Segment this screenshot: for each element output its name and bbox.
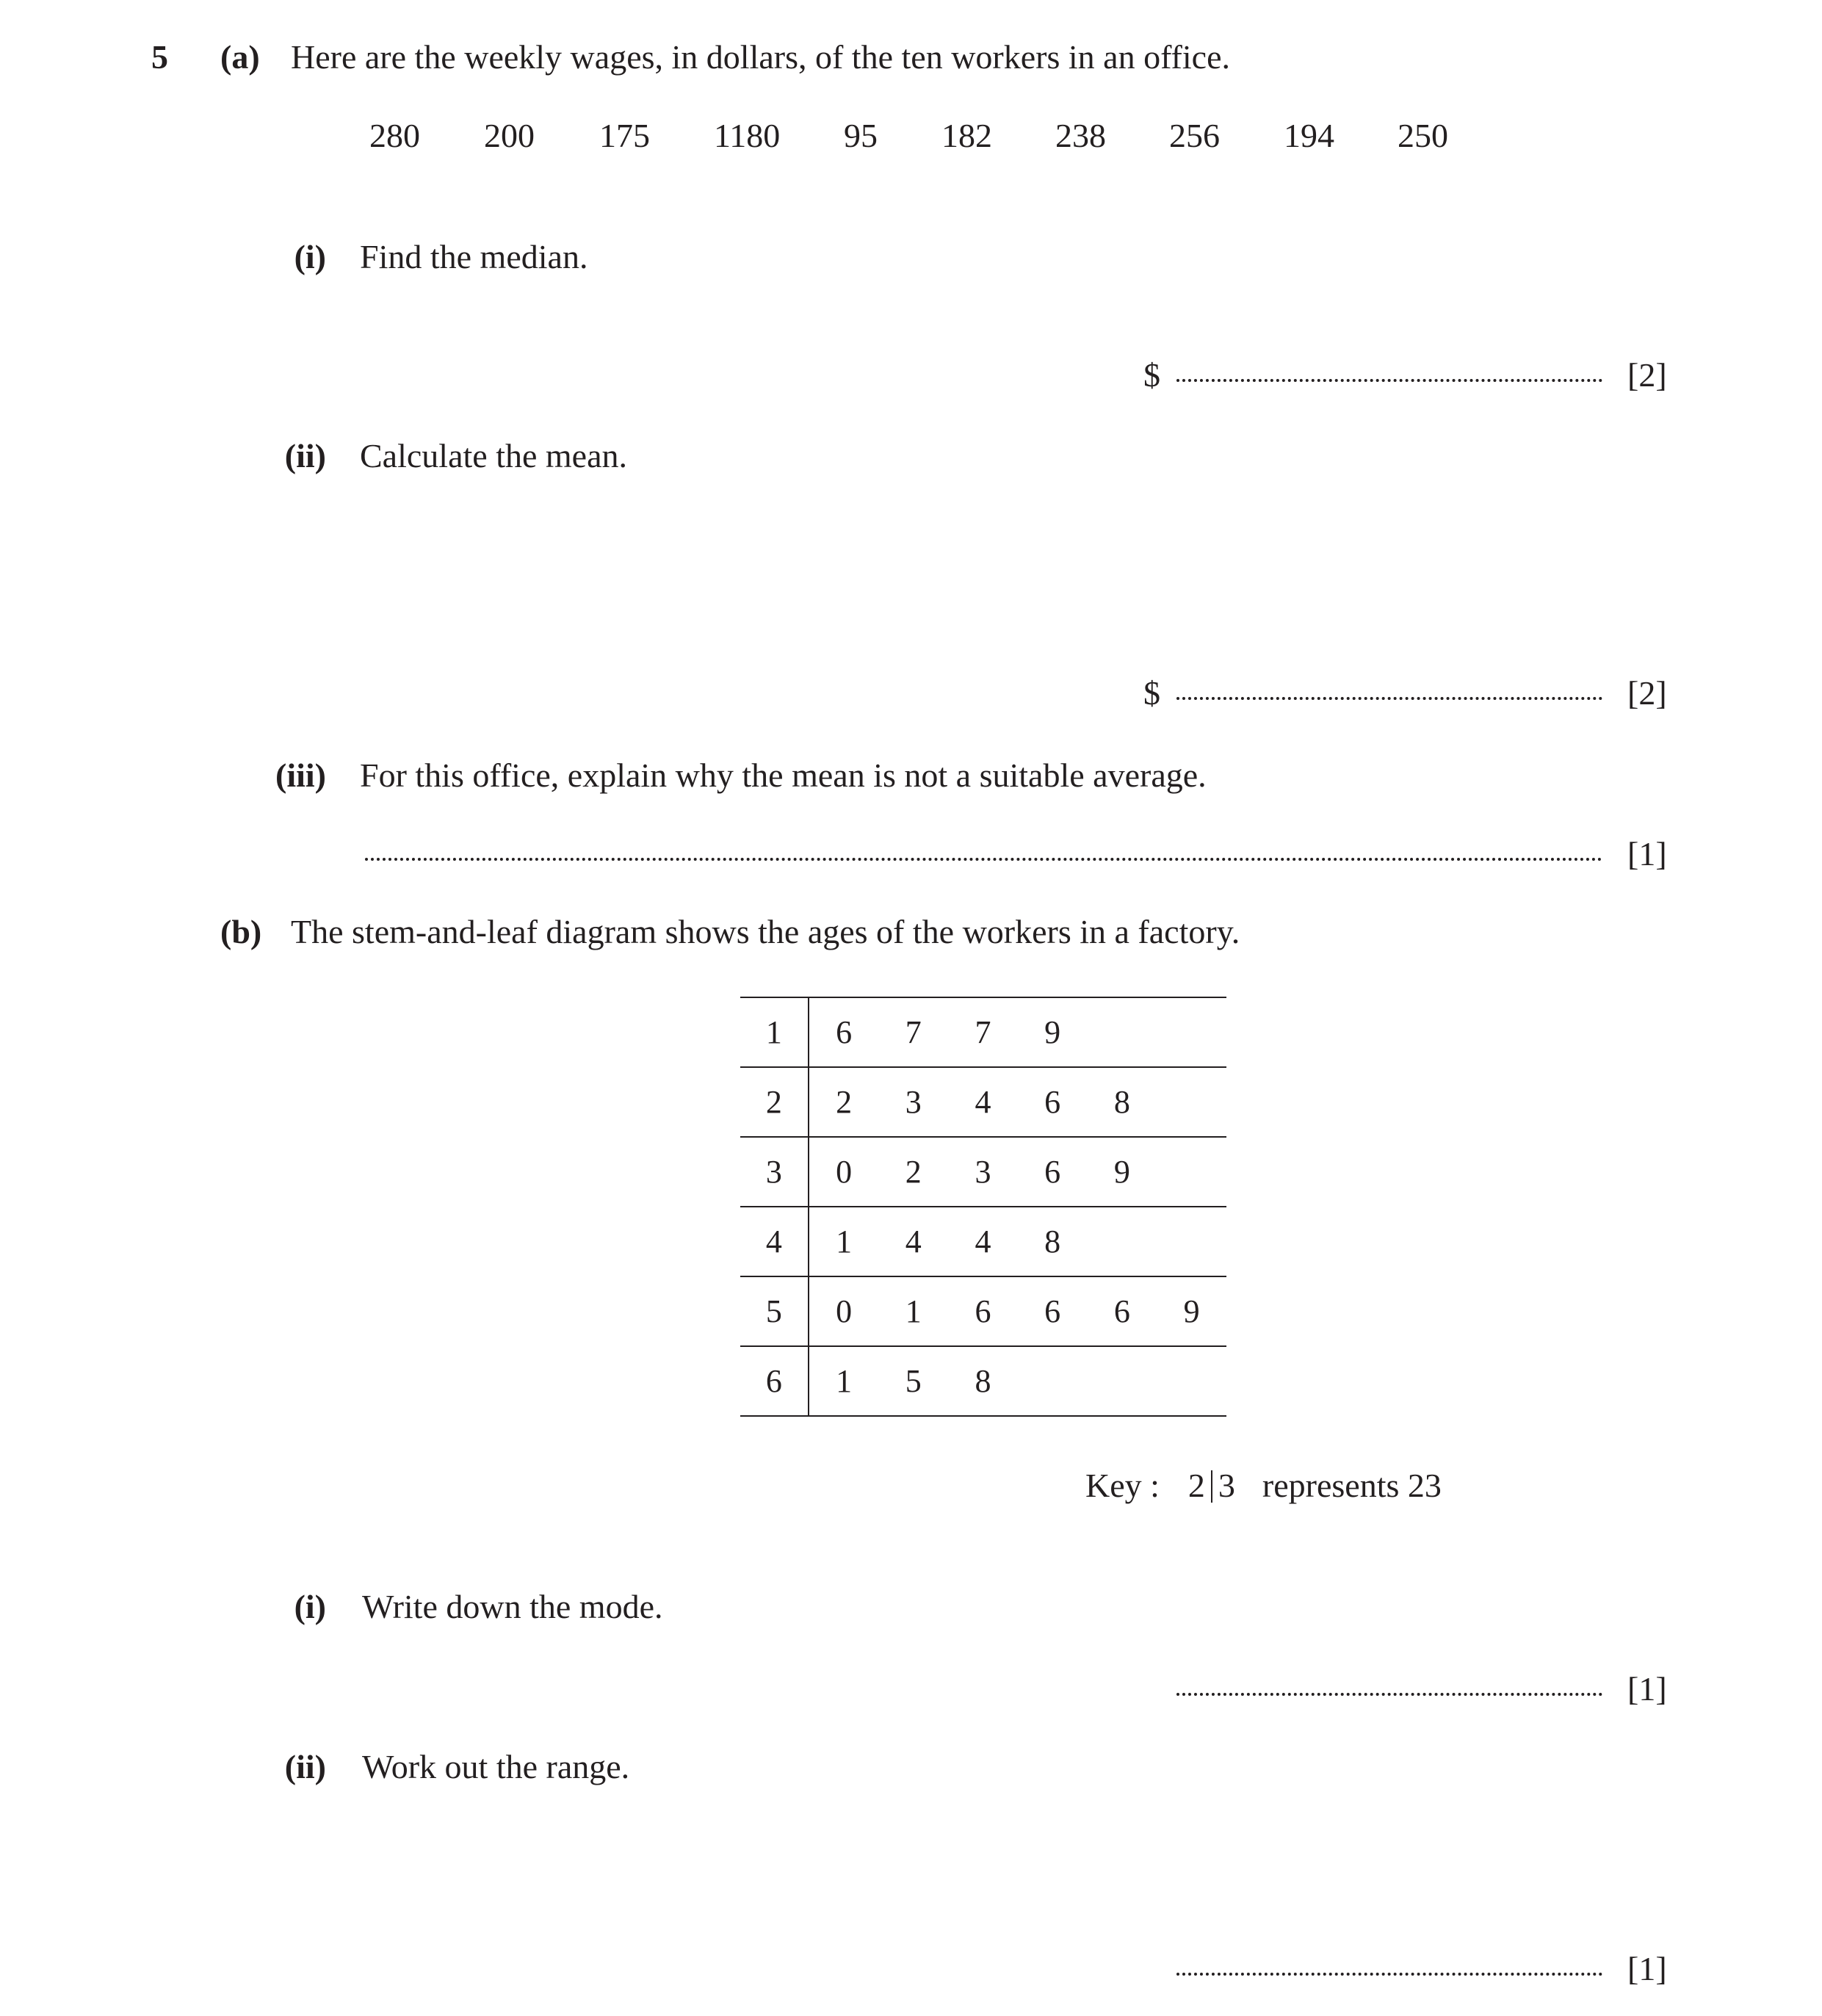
leaf-value [1157,1346,1226,1416]
leaf-value: 6 [1018,1276,1088,1346]
leaf-value: 4 [948,1207,1018,1276]
leaf-value [1088,1207,1157,1276]
answer-line-mode[interactable] [1176,1693,1602,1696]
key-divider [1211,1470,1212,1503]
leaf-value [1157,1067,1226,1137]
marks-label: [2] [1627,674,1667,712]
leaf-value: 0 [809,1276,879,1346]
part-b-label: (b) [220,913,262,950]
leaf-value: 3 [878,1067,948,1137]
stem-leaf-row [740,997,1226,1067]
stem-leaf-key [1085,1469,1442,1503]
leaf-value [1088,997,1157,1067]
leaf-value: 6 [1018,1137,1088,1207]
leaf-value: 4 [948,1067,1018,1137]
part-a-ii-label: (ii) [284,437,326,474]
wage-value: 256 [1169,117,1220,154]
leaf-value: 8 [948,1346,1018,1416]
leaf-value [1088,1346,1157,1416]
stem-value: 6 [740,1346,809,1416]
key-suffix: represents 23 [1262,1467,1442,1504]
leaf-value [1157,997,1226,1067]
leaf-value: 8 [1088,1067,1157,1137]
wage-value: 194 [1284,117,1334,154]
answer-line-explanation[interactable] [365,858,1602,861]
leaf-value: 3 [948,1137,1018,1207]
wage-value: 238 [1055,117,1106,154]
part-a-i-text: Find the median. [360,238,588,275]
answer-line-range[interactable] [1176,1973,1602,1976]
leaf-value: 2 [809,1067,879,1137]
leaf-value: 6 [1018,1067,1088,1137]
stem-leaf-row [740,1207,1226,1276]
leaf-value: 1 [878,1276,948,1346]
leaf-value: 6 [809,997,879,1067]
leaf-value: 0 [809,1137,879,1207]
leaf-value: 9 [1088,1137,1157,1207]
wage-value: 95 [844,117,878,154]
part-a-ii-text: Calculate the mean. [360,437,628,474]
leaf-value: 1 [809,1346,879,1416]
leaf-value: 7 [878,997,948,1067]
leaf-value [1018,1346,1088,1416]
part-b-text: The stem-and-leaf diagram shows the ages of the workers in a factory. [291,913,1240,950]
part-b-i-label: (i) [294,1588,326,1625]
key-stem: 2 [1187,1467,1205,1504]
marks-label: [1] [1627,1670,1667,1708]
question-number: 5 [151,38,168,76]
leaf-value: 7 [948,997,1018,1067]
leaf-value: 6 [1088,1276,1157,1346]
part-b-ii-text: Work out the range. [362,1748,630,1785]
part-a-iii-text: For this office, explain why the mean is not a suitable average. [360,756,1207,794]
marks-label: [1] [1627,1950,1667,1987]
leaf-value: 2 [878,1137,948,1207]
answer-line-mean[interactable] [1176,697,1602,700]
answer-dollar-sign: $ [1143,674,1160,712]
key-prefix: Key : [1085,1467,1160,1504]
wage-value: 200 [484,117,535,154]
part-a-label: (a) [220,38,260,76]
marks-label: [2] [1627,356,1667,394]
key-leaf: 3 [1218,1467,1235,1504]
wage-value: 280 [369,117,420,154]
stem-leaf-row [740,1067,1226,1137]
wage-value: 250 [1398,117,1448,154]
stem-and-leaf-diagram [740,997,1226,1417]
part-b-i-text: Write down the mode. [362,1588,663,1625]
leaf-value: 9 [1157,1276,1226,1346]
leaf-value: 8 [1018,1207,1088,1276]
stem-value: 3 [740,1137,809,1207]
marks-label: [1] [1627,835,1667,872]
leaf-value: 9 [1018,997,1088,1067]
stem-value: 1 [740,997,809,1067]
leaf-value: 4 [878,1207,948,1276]
wage-value: 182 [941,117,992,154]
part-a-i-label: (i) [294,238,326,275]
leaf-value [1157,1207,1226,1276]
part-a-text: Here are the weekly wages, in dollars, of the ten workers in an office. [291,38,1230,76]
answer-line-median[interactable] [1176,379,1602,382]
answer-dollar-sign: $ [1143,356,1160,394]
stem-leaf-row [740,1276,1226,1346]
leaf-value: 5 [878,1346,948,1416]
part-b-ii-label: (ii) [284,1748,326,1785]
stem-value: 4 [740,1207,809,1276]
stem-leaf-row [740,1137,1226,1207]
stem-value: 2 [740,1067,809,1137]
part-a-iii-label: (iii) [275,756,326,794]
wage-value: 175 [599,117,650,154]
stem-leaf-row [740,1346,1226,1416]
leaf-value [1157,1137,1226,1207]
leaf-value: 6 [948,1276,1018,1346]
wage-value: 1180 [714,117,781,154]
stem-value: 5 [740,1276,809,1346]
leaf-value: 1 [809,1207,879,1276]
